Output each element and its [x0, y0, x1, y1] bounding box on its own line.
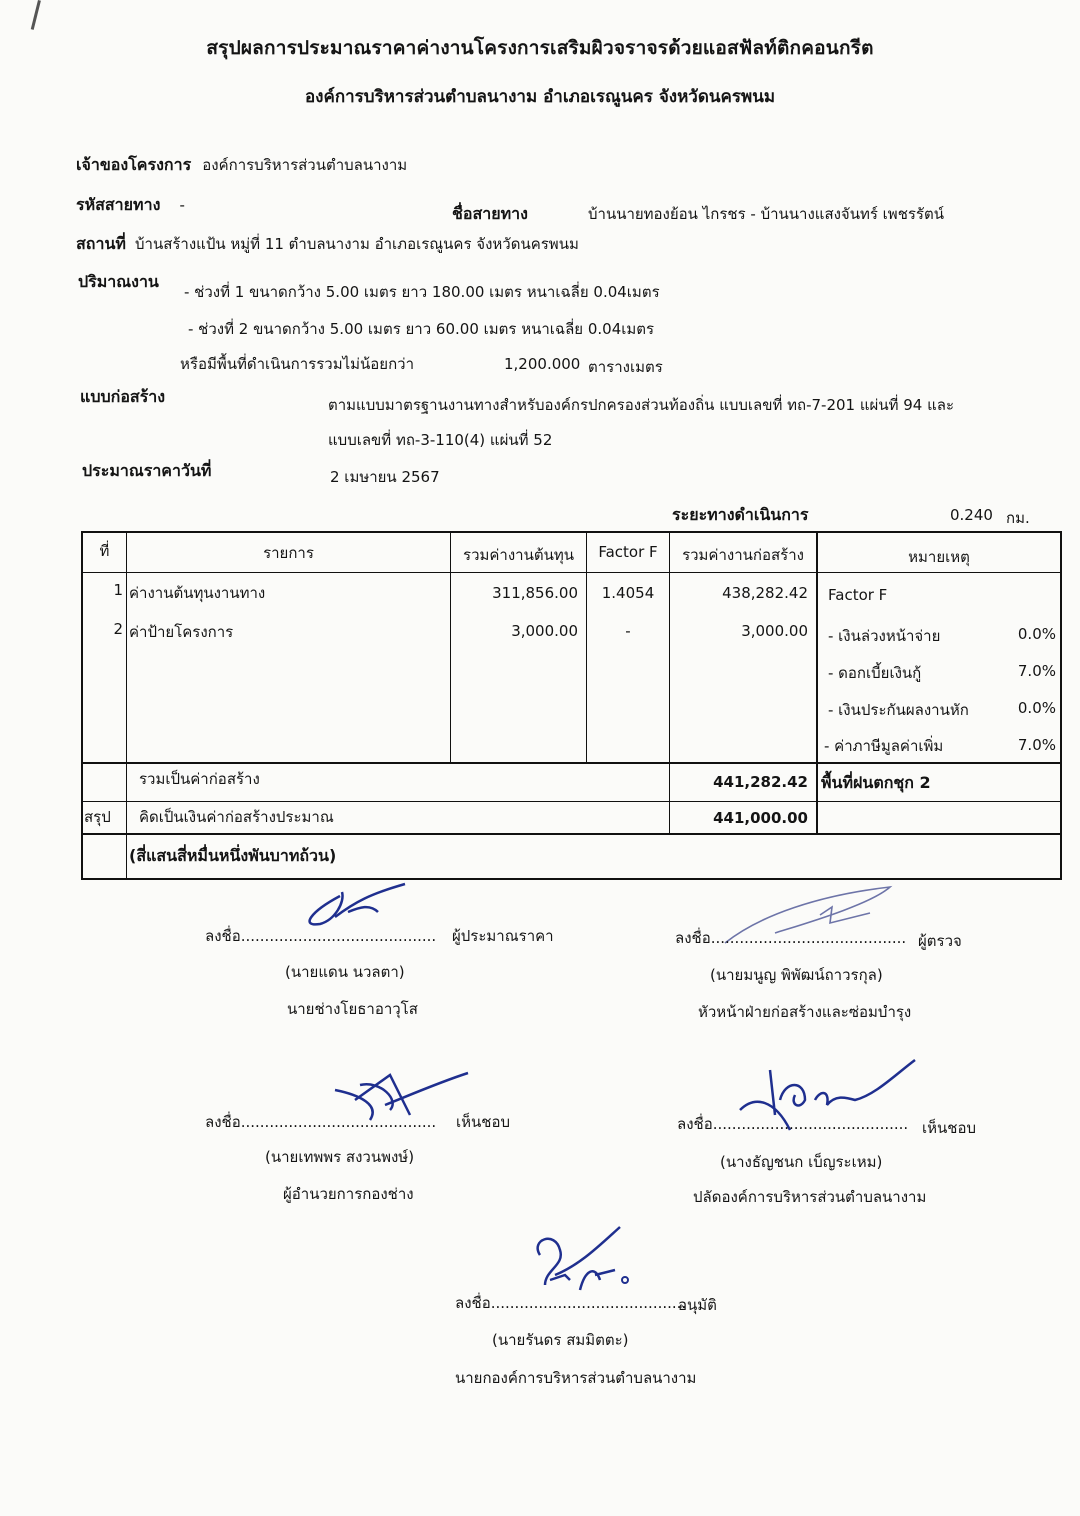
remark-label-retention: - เงินประกันผลงานหัก	[828, 701, 969, 719]
header-no: ที่	[99, 542, 110, 560]
location-row	[76, 232, 579, 257]
signer-position: นายช่างโยธาอาวุโส	[287, 1000, 418, 1018]
quantity-line-2: - ช่วงที่ 2 ขนาดกว้าง 5.00 เมตร ยาว 60.00 เมตร หนาเฉลี่ย 0.04เมตร	[188, 320, 655, 338]
sign-role: อนุมัติ	[678, 1296, 717, 1314]
row-no: 1	[113, 581, 123, 599]
design-label: แบบก่อสร้าง	[80, 387, 166, 406]
row-factor: -	[625, 622, 631, 640]
owner-label: เจ้าของโครงการ	[76, 155, 192, 174]
row-cost: 3,000.00	[511, 622, 578, 640]
row-cost: 311,856.00	[492, 584, 578, 602]
summary-label: คิดเป็นเงินค่าก่อสร้างประมาณ	[139, 808, 334, 826]
sign-line: ลงชื่อ.........................................	[205, 927, 437, 945]
table-body-divider	[81, 762, 1062, 764]
subtotal-label: รวมเป็นค่าก่อสร้าง	[139, 770, 260, 788]
rain-zone: พื้นที่ฝนตกชุก 2	[821, 773, 931, 792]
table-subtotal-divider	[81, 801, 1062, 802]
route-code-label: รหัสสายทาง	[76, 195, 161, 214]
sign-role: เห็นชอบ	[922, 1119, 976, 1137]
row-no: 2	[113, 620, 123, 638]
remark-label-interest: - ดอกเบี้ยเงินกู้	[828, 664, 922, 682]
summary-prefix: สรุป	[84, 808, 111, 826]
col-divider-5	[816, 531, 818, 834]
remark-value-vat: 7.0%	[1017, 736, 1056, 754]
table-summary-divider	[81, 833, 1062, 835]
header-total: รวมค่างานก่อสร้าง	[682, 546, 804, 564]
area-label: หรือมีพื้นที่ดำเนินการรวมไม่น้อยกว่า	[180, 355, 415, 373]
design-line-1: ตามแบบมาตรฐานงานทางสำหรับองค์กรปกครองส่วนท้องถิ่น แบบเลขที่ ทถ-7-201 แผ่นที่ 94 และ	[328, 396, 955, 414]
route-name-value: บ้านนายทองย้อน ไกรชร - บ้านนางแสงจันทร์ เพชรรัตน์	[588, 205, 944, 223]
signer-name: (นายเทพพร สงวนพงษ์)	[265, 1148, 415, 1166]
distance-label: ระยะทางดำเนินการ	[672, 505, 809, 524]
sign-role: เห็นชอบ	[456, 1113, 510, 1131]
estimate-date-label: ประมาณราคาวันที่	[82, 461, 212, 480]
table-header-divider	[81, 572, 1062, 573]
design-line-2: แบบเลขที่ ทถ-3-110(4) แผ่นที่ 52	[328, 431, 553, 449]
summary-value: 441,000.00	[713, 809, 808, 827]
location-value: บ้านสร้างแป้น หมู่ที่ 11 ตำบลนางาม อำเภอเรณูนคร จังหวัดนครพนม	[135, 235, 579, 253]
sign-line: ลงชื่อ.........................................	[677, 1115, 909, 1133]
signer-position: นายกองค์การบริหารส่วนตำบลนางาม	[455, 1369, 697, 1387]
table-border-right	[1060, 531, 1062, 880]
signer-name: (นางธัญชนก เบ็ญระเหม)	[720, 1153, 883, 1171]
document-title: สรุปผลการประมาณราคาค่างานโครงการเสริมผิวจราจรด้วยแอสฟัลท์ติกคอนกรีต	[206, 37, 874, 59]
cost-summary-table	[81, 531, 1062, 881]
table-border-top	[81, 531, 1062, 533]
owner-value: องค์การบริหารส่วนตำบลนางาม	[202, 156, 408, 174]
document-subtitle: องค์การบริหารส่วนตำบลนางาม อำเภอเรณูนคร จังหวัดนครพนม	[304, 87, 776, 107]
sign-role: ผู้ตรวจ	[918, 932, 962, 950]
signer-position: หัวหน้าฝ่ายก่อสร้างและซ่อมบำรุง	[698, 1003, 912, 1021]
sign-line: ลงชื่อ.........................................	[675, 929, 907, 947]
table-border-bottom	[81, 878, 1062, 880]
remark-label-advance: - เงินล่วงหน้าจ่าย	[828, 627, 941, 645]
route-code-value: -	[179, 196, 185, 214]
row-total: 438,282.42	[722, 584, 808, 602]
distance-unit: กม.	[1006, 509, 1030, 527]
header-cost: รวมค่างานต้นทุน	[463, 546, 574, 564]
row-total: 3,000.00	[741, 622, 808, 640]
area-value: 1,200.000	[504, 355, 581, 373]
amount-in-words: (สี่แสนสี่หมื่นหนึ่งพันบาทถ้วน)	[129, 846, 337, 865]
pen-mark	[31, 0, 41, 30]
subtotal-value: 441,282.42	[713, 773, 808, 791]
quantity-line-1: - ช่วงที่ 1 ขนาดกว้าง 5.00 เมตร ยาว 180.00 เมตร หนาเฉลี่ย 0.04เมตร	[184, 283, 660, 301]
row-item: ค่าป้ายโครงการ	[129, 623, 234, 641]
remark-value-advance: 0.0%	[1017, 625, 1056, 643]
route-name-label: ชื่อสายทาง	[452, 204, 528, 223]
signer-position: ผู้อำนวยการกองช่าง	[283, 1185, 414, 1203]
row-factor: 1.4054	[601, 584, 655, 602]
header-remarks: หมายเหตุ	[908, 548, 970, 566]
col-divider-1	[126, 531, 127, 880]
quantity-label: ปริมาณงาน	[78, 272, 159, 291]
area-unit: ตารางเมตร	[588, 358, 663, 376]
signer-name: (นายรันดร สมมิตตะ)	[492, 1331, 629, 1349]
remarks-title: Factor F	[828, 586, 888, 604]
sign-role: ผู้ประมาณราคา	[452, 927, 554, 945]
sign-line: ลงชื่อ.........................................	[455, 1294, 687, 1312]
remark-value-retention: 0.0%	[1017, 699, 1056, 717]
signer-name: (นายมนูญ พิพัฒน์ถาวรกุล)	[710, 966, 883, 984]
signer-position: ปลัดองค์การบริหารส่วนตำบลนางาม	[693, 1188, 927, 1206]
row-item: ค่างานต้นทุนงานทาง	[129, 584, 266, 602]
header-factor: Factor F	[598, 543, 658, 561]
sign-line: ลงชื่อ.........................................	[205, 1113, 437, 1131]
header-item: รายการ	[263, 544, 314, 562]
col-divider-3	[586, 531, 587, 763]
estimate-date-value: 2 เมษายน 2567	[330, 468, 440, 486]
distance-value: 0.240	[950, 506, 993, 524]
route-code-row	[76, 193, 185, 218]
signer-name: (นายแดน นวลตา)	[285, 963, 405, 981]
remark-label-vat: - ค่าภาษีมูลค่าเพิ่ม	[824, 737, 944, 755]
location-label: สถานที่	[76, 234, 126, 253]
signature-scribble-icon	[530, 1225, 630, 1295]
owner-row	[76, 153, 407, 178]
remark-value-interest: 7.0%	[1017, 662, 1056, 680]
